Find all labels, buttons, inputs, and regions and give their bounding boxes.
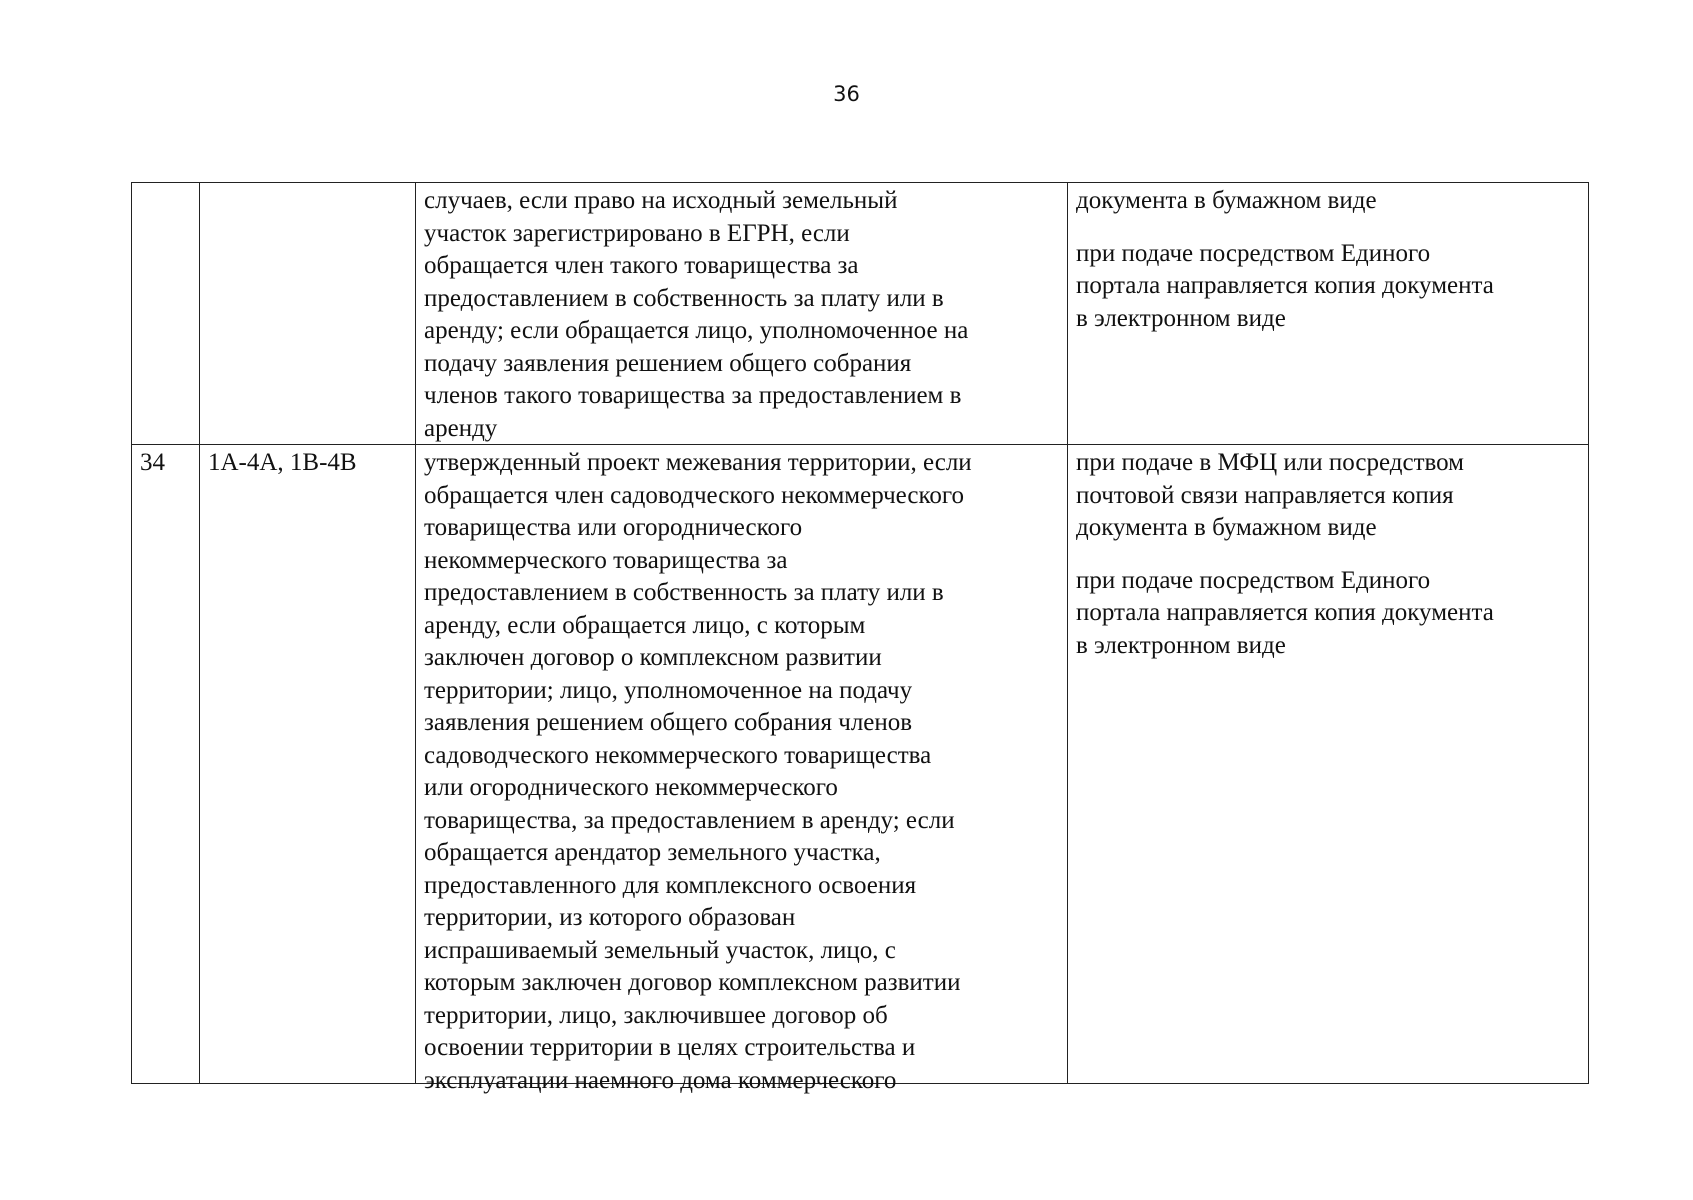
document-table [131, 182, 1589, 1094]
submission-method-paper: документа в бумажном виде [1076, 187, 1377, 214]
document-description-cell [416, 183, 1068, 445]
applicant-codes-cell [200, 183, 416, 445]
row-number-cell [132, 183, 200, 445]
document-description-cell [416, 445, 1068, 1094]
submission-method-mfc: при подаче в МФЦ или посредством почтовой связи направляется копия документа в бумажном виде [1076, 449, 1464, 541]
document-description: утвержденный проект межевания территории, если обращается член садоводческого некоммерческого товарищества или огороднического некоммерческого товарищества за предоставлением в собственность за плату или в аренду, если обращается лицо, с которым заключен договор о комплексном развитии территории; лицо, уполномоченное на подачу заявления решением общего собрания членов садоводческого некоммерческого товарищества или огороднического некоммерческого товарищества, за предоставлением в аренду; если обращается арендатор земельного участка, предоставленного для комплексного освоения территории, из которого образован испрашиваемый земельный участок, лицо, с которым заключен договор комплексном развитии территории, лицо, заключившее договор об освоении территории в целях строительства и эксплуатации наемного дома коммерческого [424, 449, 972, 1094]
table-row [132, 183, 1589, 445]
table-row [132, 445, 1589, 1084]
submission-method-cell [1068, 183, 1589, 445]
submission-method-cell [1068, 445, 1589, 1084]
row-number: 34 [140, 449, 165, 476]
applicant-codes: 1А-4А, 1В-4В [208, 449, 357, 476]
submission-method-portal: при подаче посредством Единого портала направляется копия документа в электронном виде [1076, 239, 1494, 332]
document-description: случаев, если право на исходный земельный участок зарегистрировано в ЕГРН, если обращается член такого товарищества за предоставлением в собственность за плату или в аренду; если обращается лицо, уполномоченное на подачу заявления решением общего собрания членов такого товарищества за предоставлением в аренду [424, 187, 969, 442]
row-number-cell [132, 445, 200, 1084]
applicant-codes-cell [200, 445, 416, 1084]
submission-method-portal: при подаче посредством Единого портала направляется копия документа в электронном виде [1076, 566, 1494, 659]
page-number: 36 [833, 82, 860, 106]
